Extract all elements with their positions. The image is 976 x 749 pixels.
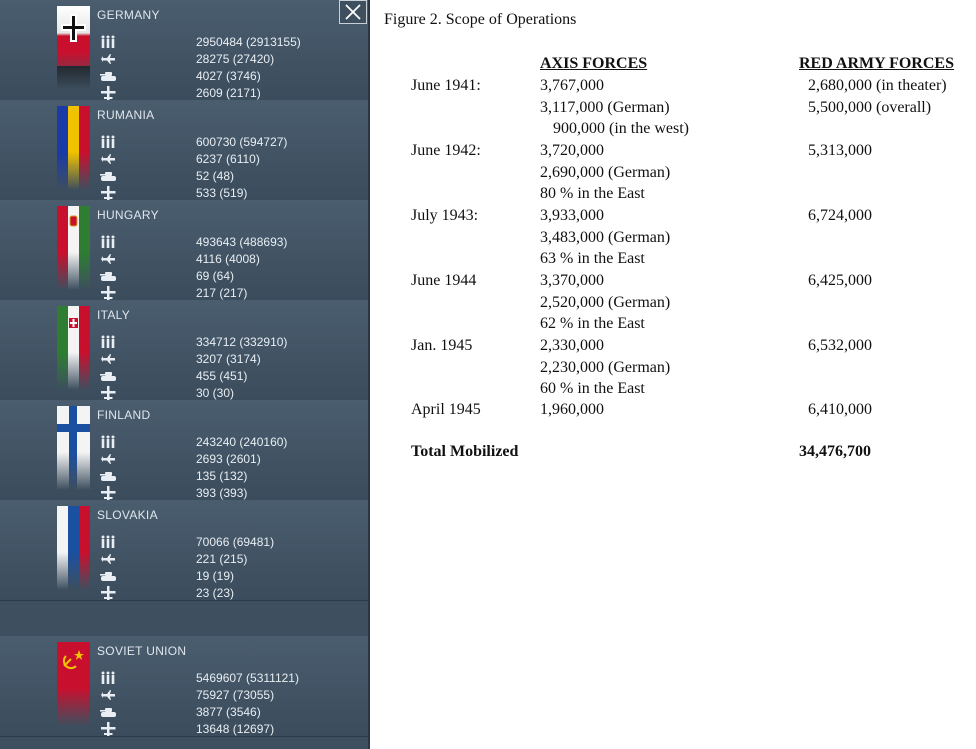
bomber-plane-icon: [100, 286, 116, 300]
stat-row: [100, 34, 360, 50]
total-mobilized-label: Total Mobilized: [411, 443, 519, 460]
axis-value: 900,000 (in the west): [553, 120, 689, 137]
row-date: June 1942:: [411, 142, 481, 159]
infantry-icon: [100, 335, 116, 349]
stat-row: [100, 670, 360, 686]
red-army-value: 6,425,000: [808, 272, 872, 289]
bomber-plane-icon: [100, 586, 116, 600]
stat-value: 493643 (488693): [196, 235, 288, 249]
fighter-plane-icon: [100, 52, 116, 66]
fighter-plane-icon: [100, 552, 116, 566]
stat-value: 28275 (27420): [196, 52, 275, 66]
axis-forces-header: AXIS FORCES: [540, 55, 648, 72]
axis-value: 63 % in the East: [540, 250, 645, 267]
stat-row: [100, 385, 360, 401]
nation-name: RUMANIA: [97, 108, 155, 122]
tank-icon: [100, 169, 116, 183]
figure-panel: [372, 0, 976, 749]
axis-value: 3,117,000 (German): [540, 98, 670, 116]
nations-panel: [0, 0, 370, 749]
stat-row: [100, 285, 360, 301]
stat-value: 600730 (594727): [196, 135, 288, 149]
stat-value: 30 (30): [196, 386, 235, 400]
bomber-plane-icon: [100, 722, 116, 736]
stat-row: [100, 468, 360, 484]
stat-row: [100, 368, 360, 384]
nation-panel-rumania[interactable]: [0, 100, 368, 201]
stat-value: 19 (19): [196, 569, 235, 583]
stat-row: [100, 721, 360, 737]
bomber-plane-icon: [100, 86, 116, 100]
axis-value: 3,483,000 (German): [540, 228, 671, 246]
nation-panel-soviet[interactable]: [0, 636, 368, 737]
row-date: April 1945: [411, 401, 481, 418]
row-date: July 1943:: [411, 207, 479, 224]
axis-value: 3,767,000: [540, 77, 604, 94]
nation-name: GERMANY: [97, 8, 160, 22]
infantry-icon: [100, 671, 116, 685]
bomber-plane-icon: [100, 386, 116, 400]
germany-flag-icon: [57, 6, 90, 90]
slovakia-flag-icon: [57, 506, 90, 590]
nation-name: HUNGARY: [97, 208, 159, 222]
stat-row: [100, 451, 360, 467]
nation-panel-finland[interactable]: [0, 400, 368, 501]
stat-row: [100, 51, 360, 67]
nation-name: SOVIET UNION: [97, 644, 187, 658]
stat-row: [100, 234, 360, 250]
axis-value: 2,230,000 (German): [540, 358, 671, 376]
stat-value: 6237 (6110): [196, 152, 260, 166]
stat-row: [100, 268, 360, 284]
rumania-flag-icon: [57, 106, 90, 190]
stat-value: 2609 (2171): [196, 86, 261, 100]
italy-flag-icon: [57, 306, 90, 390]
stat-row: [100, 568, 360, 584]
fighter-plane-icon: [100, 452, 116, 466]
axis-value: 60 % in the East: [540, 380, 645, 397]
stat-row: [100, 185, 360, 201]
stat-value: 3877 (3546): [196, 705, 261, 719]
stat-value: 52 (48): [196, 169, 235, 183]
nation-panel-slovakia[interactable]: [0, 500, 368, 601]
red-army-value: 2,680,000 (in theater): [808, 77, 947, 94]
axis-value: 3,933,000: [540, 207, 604, 224]
stat-row: [100, 485, 360, 501]
stat-row: [100, 251, 360, 267]
axis-value: 3,370,000: [540, 272, 604, 289]
stat-value: 217 (217): [196, 286, 248, 300]
stat-row: [100, 168, 360, 184]
stat-row: [100, 134, 360, 150]
soviet-flag-icon: [57, 642, 90, 726]
red-army-value: 5,313,000: [808, 142, 872, 159]
red-army-value: 5,500,000 (overall): [808, 98, 932, 116]
stat-value: 3207 (3174): [196, 352, 261, 366]
fighter-plane-icon: [100, 352, 116, 366]
tank-icon: [100, 369, 116, 383]
stat-row: [100, 585, 360, 601]
infantry-icon: [100, 435, 116, 449]
axis-value: 62 % in the East: [540, 315, 645, 332]
stat-row: [100, 68, 360, 84]
nation-name: FINLAND: [97, 408, 151, 422]
infantry-icon: [100, 235, 116, 249]
stat-value: 2693 (2601): [196, 452, 261, 466]
stat-row: [100, 85, 360, 101]
bomber-plane-icon: [100, 486, 116, 500]
axis-value: 1,960,000: [540, 401, 604, 418]
stat-value: 4027 (3746): [196, 69, 261, 83]
stat-value: 70066 (69481): [196, 535, 275, 549]
total-mobilized-value: 34,476,700: [799, 443, 871, 460]
bomber-plane-icon: [100, 186, 116, 200]
stat-row: [100, 351, 360, 367]
stat-value: 221 (215): [196, 552, 248, 566]
stat-value: 455 (451): [196, 369, 248, 383]
stat-row: [100, 334, 360, 350]
stat-row: [100, 687, 360, 703]
red-army-value: 6,532,000: [808, 337, 872, 354]
close-icon: [344, 4, 362, 20]
tank-icon: [100, 269, 116, 283]
nation-panel-italy[interactable]: [0, 300, 368, 401]
tank-icon: [100, 69, 116, 83]
infantry-icon: [100, 135, 116, 149]
row-date: June 1944: [411, 272, 477, 289]
tank-icon: [100, 569, 116, 583]
stat-value: 23 (23): [196, 586, 235, 600]
tank-icon: [100, 469, 116, 483]
red-army-value: 6,410,000: [808, 401, 872, 418]
stat-value: 393 (393): [196, 486, 248, 500]
stat-value: 2950484 (2913155): [196, 35, 301, 49]
nation-panel-germany[interactable]: [0, 0, 368, 101]
nation-name: ITALY: [97, 308, 131, 322]
fighter-plane-icon: [100, 152, 116, 166]
axis-value: 2,690,000 (German): [540, 163, 671, 181]
stat-value: 75927 (73055): [196, 688, 275, 702]
nation-panel-hungary[interactable]: [0, 200, 368, 301]
stat-row: [100, 151, 360, 167]
fighter-plane-icon: [100, 252, 116, 266]
stat-value: 69 (64): [196, 269, 235, 283]
stat-value: 334712 (332910): [196, 335, 288, 349]
finland-flag-icon: [57, 406, 90, 490]
hungary-flag-icon: [57, 206, 90, 290]
red-army-value: 6,724,000: [808, 207, 872, 224]
axis-value: 2,330,000: [540, 337, 604, 354]
row-date: June 1941:: [411, 77, 481, 94]
axis-value: 2,520,000 (German): [540, 293, 671, 311]
infantry-icon: [100, 535, 116, 549]
stat-value: 5469607 (5311121): [196, 671, 299, 685]
stat-row: [100, 434, 360, 450]
red-army-header: RED ARMY FORCES: [799, 55, 954, 72]
infantry-icon: [100, 35, 116, 49]
tank-icon: [100, 705, 116, 719]
stat-value: 243240 (240160): [196, 435, 288, 449]
figure-title: Figure 2. Scope of Operations: [384, 11, 577, 28]
stat-row: [100, 704, 360, 720]
row-date: Jan. 1945: [411, 337, 473, 354]
nation-name: SLOVAKIA: [97, 508, 158, 522]
fighter-plane-icon: [100, 688, 116, 702]
stat-value: 4116 (4008): [196, 252, 260, 266]
stat-row: [100, 534, 360, 550]
stat-value: 13648 (12697): [196, 722, 275, 736]
axis-value: 80 % in the East: [540, 185, 645, 202]
close-button[interactable]: [339, 0, 367, 24]
axis-value: 3,720,000: [540, 142, 604, 159]
stat-value: 533 (519): [196, 186, 248, 200]
stat-value: 135 (132): [196, 469, 248, 483]
stat-row: [100, 551, 360, 567]
